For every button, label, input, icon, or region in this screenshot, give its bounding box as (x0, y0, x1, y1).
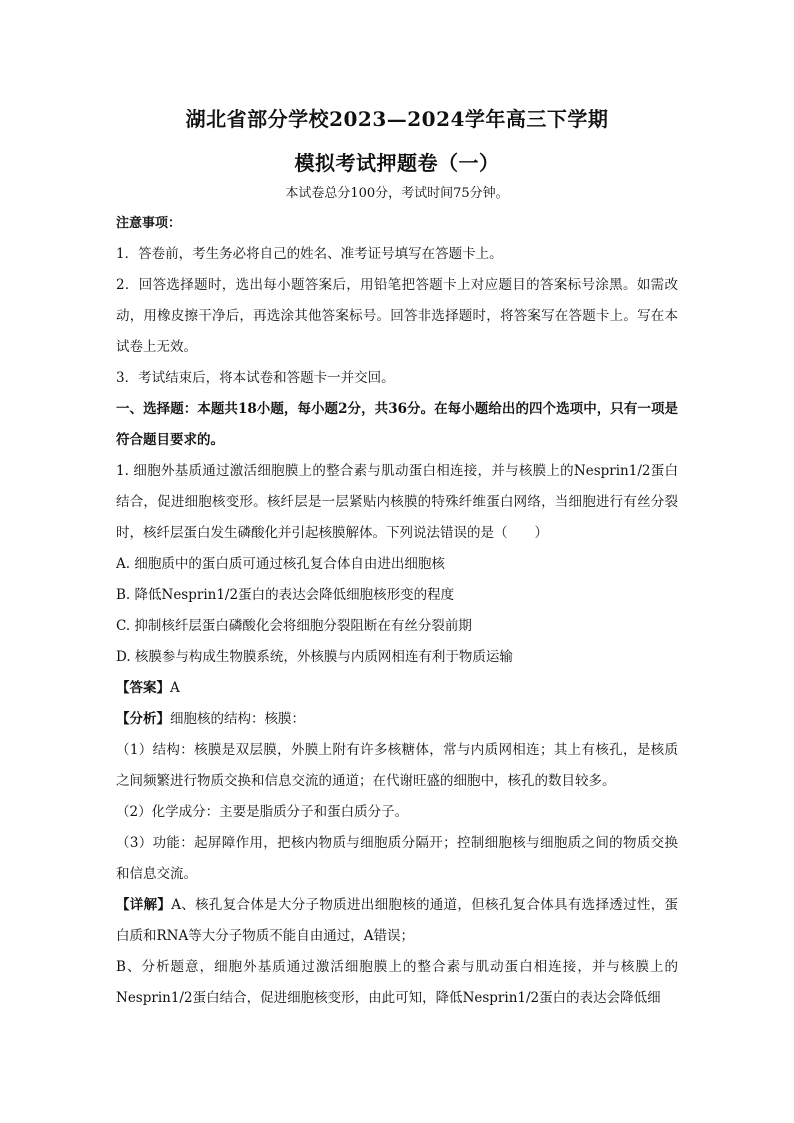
section-heading: 一、选择题：本题共18小题，每小题2分，共36分。在每小题给出的四个选项中，只有一项是符合题目要求的。 (116, 401, 678, 448)
option-c: C. 抑制核纤层蛋白磷酸化会将细胞分裂阻断在有丝分裂前期 (116, 618, 472, 634)
analysis-line (116, 704, 678, 735)
answer-value: A (170, 680, 180, 696)
notice-item-3: 3．考试结束后，将本试卷和答题卡一并交回。 (116, 370, 395, 386)
analysis-item-3: （3）功能：起屏障作用，把核内物质与细胞质分隔开；控制细胞核与细胞质之间的物质交换和信息交流。 (116, 835, 678, 882)
question-1-stem: 1. 细胞外基质通过激活细胞膜上的整合素与肌动蛋白相连接，并与核膜上的Nesprin1/2蛋白结合，促进细胞核变形。核纤层是一层紧贴内核膜的特殊纤维蛋白网络，当细胞进行有丝分裂时，核纤层蛋白发生磷酸化并引起核膜解体。下列说法错误的是（ ） (116, 463, 678, 541)
notice-item-1: 1．答卷前，考生务必将自己的姓名、准考证号填写在答题卡上。 (116, 246, 503, 262)
answer-label: 【答案】 (116, 680, 170, 696)
analysis-item-1: （1）结构：核膜是双层膜，外膜上附有许多核糖体，常与内质网相连；其上有核孔，是核质之间频繁进行物质交换和信息交流的通道；在代谢旺盛的细胞中，核孔的数目较多。 (116, 742, 678, 789)
detail-label: 【详解】 (116, 897, 172, 913)
analysis-item-2: （2）化学成分：主要是脂质分子和蛋白质分子。 (116, 804, 409, 820)
notice-heading: 注意事项： (116, 216, 182, 231)
title-line-2: 模拟考试押题卷（一） (294, 151, 500, 175)
title-line-1: 湖北省部分学校2023—2024学年高三下学期 (185, 107, 609, 131)
option-d: D. 核膜参与构成生物膜系统，外核膜与内质网相连有利于物质运输 (116, 649, 513, 665)
analysis-label: 【分析】 (116, 711, 170, 727)
detail-a: A、核孔复合体是大分子物质进出细胞核的通道，但核孔复合体具有选择透过性，蛋白质和RNA等大分子物质不能自由通过，A错误； (116, 897, 679, 944)
option-b: B. 降低Nesprin1/2蛋白的表达会降低细胞核形变的程度 (116, 587, 455, 603)
option-a: A. 细胞质中的蛋白质可通过核孔复合体自由进出细胞核 (116, 556, 445, 572)
document-content (116, 104, 678, 1014)
analysis-intro: 细胞核的结构：核膜： (170, 711, 305, 727)
notice-item-2: 2．回答选择题时，选出每小题答案后，用铅笔把答题卡上对应题目的答案标号涂黑。如需改动，用橡皮擦干净后，再选涂其他答案标号。回答非选择题时，将答案写在答题卡上。写在本试卷上无效。 (116, 277, 678, 355)
exam-info: 本试卷总分100分，考试时间75分钟。 (285, 186, 509, 201)
detail-b: B、分析题意，细胞外基质通过激活细胞膜上的整合素与肌动蛋白相连接，并与核膜上的Nesprin1/2蛋白结合，促进细胞核变形，由此可知，降低Nesprin1/2蛋白的表达会降低细 (116, 959, 678, 1006)
answer-line (116, 673, 678, 704)
detail-a-line (116, 890, 678, 952)
